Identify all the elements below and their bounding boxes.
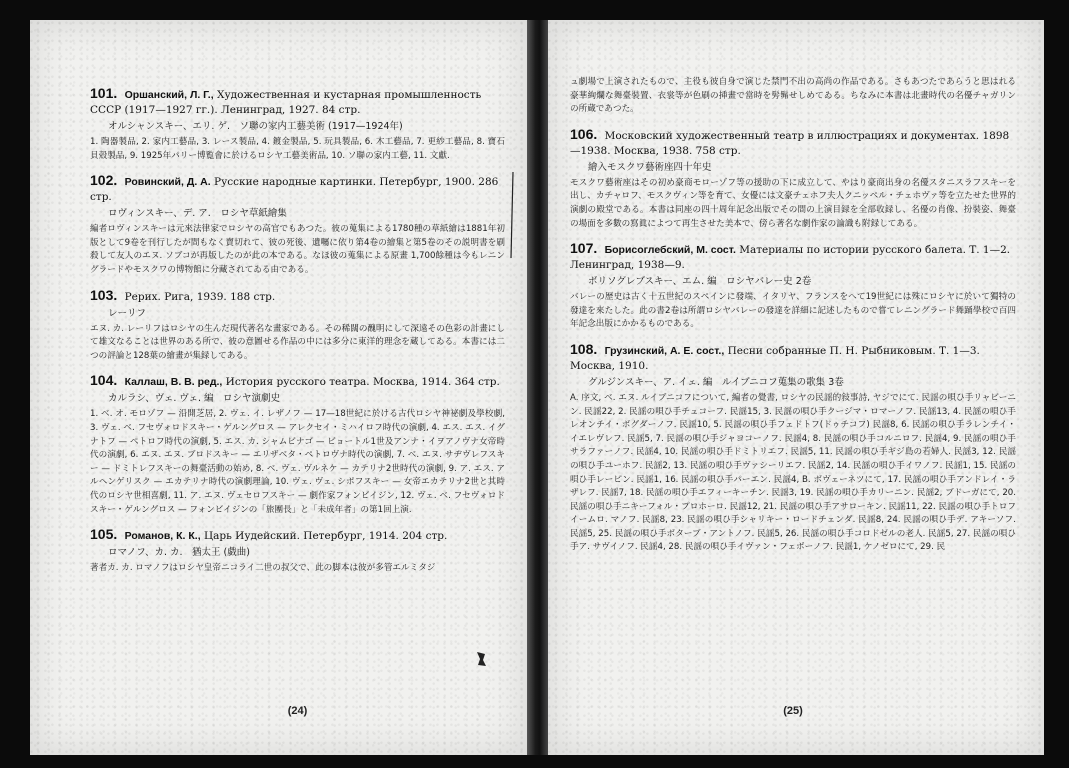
entry-jp-title: レーリフ bbox=[108, 307, 147, 319]
entry-jp-description: モスクワ藝術座はその初め豪商モローゾフ等の援助の下に成立して、やはり豪商出身の名優スタニスラフスキーを出し、カチャロフ、モスクヴィン等を育て、女優には文豪チェホフ夫人クニッペル・チェホヴァ等を立たせた世界的演劇の殿堂である。本書は同座の四十周年記念出版でその間の上演目録を全部收録し、名優の肖像、扮裝姿、舞臺の場面を多數の寫眞によつて再生させた美本で、傍ら著名な劇作家の論識も附録してある。 bbox=[570, 177, 1016, 229]
page-number: (24) bbox=[287, 705, 308, 717]
entry-jp-title: ロマノフ、カ. カ. 猶太王 (戯曲) bbox=[108, 547, 250, 559]
entry-title: Песни собранные П. Н. Рыбниковым. Т. 1—3. Москва, 1910. bbox=[570, 344, 980, 372]
entry-title: Рерих. Рига, 1939. 188 стр. bbox=[124, 290, 276, 303]
entry-jp-description: A. 序文, ベ. エヌ. ルイブニコフについて, 編者の覺書, ロシヤの民謡的敍事詩, ヤジでにて. 民謡の唄ひ手リャビーニン. 民謡22, 2. 民謡の唄ひ手チュコーフ. 民謡15, 3. 民謡の唄ひ手クージマ・ロマーノフ. 民謡13, 4. 民謡の唄ひ手レオンチイ・ボグダーノフ. 民謡10, 5. 民謡の唄ひ手フェドトフ(ドゥチコフ) 民謡8, 6. 民謡の唄ひ手ラレンチイ・イエレヴレフ. 民謡5, 7. 民謡の唄ひ手ジャヨコーノフ. 民謡4, 8. 民謡の唄ひ手コルニロフ. 民謡4, 9. 民謡の唄ひ手サラファーノフ. 民謡4, 10. 民謡の唄ひ手ドミトリエフ. 民謡5, 11. 民謡の唄ひ手ギジ島の若婦人. 民謡3, 12. 民謡の唄ひ手ユーホフ. 民謡2, 13. 民謡の唄ひ手ヴァシーリエフ. 民謡2, 14. 民謡の唄ひ手イワノフ. 民謡1, 15. 民謡の唄ひ手レーピン. 民謡1, 16. 民謡の唄ひ手パーエン. 民謡4, B. ボヴェーネツにて, 17. 民謡の唄ひ手アンドレイ・ラザレフ. 民謡7, 18. 民謡の唄ひ手エフィーキーチン. 民謡3, 19. 民謡の唄ひ手カリーニン. 民謡2, ブドーガにて, 20. 民謡の唄ひ手ニキーフォル・プロホーロ. 民謡12, 21. 民謡の唄ひ手アサローキン. 民謡11, 22. 民謡の唄ひ手トロフイームロ. マノフ. 民謡8, 23. 民謡の唄ひ手シャリキー・ロードチェンダ. 民謡8, 24. 民謡の唄ひ手デ. アキーソフ. 民謡5, 25. 民謡の唄ひ手ボターブ・アントノフ. 民謡5, 26. 民謡の唄ひ手コロドゼルの老人. 民謡5, 27. 民謡の唄ひ手ア. サヴイノフ. 民謡4, 28. 民謡の唄ひ手イヴァン・フェボーノフ. 民謡1, ケノゼロにて, 29. 民 bbox=[570, 392, 1016, 553]
continued-text: ュ劇場で上演されたもので、主役も彼自身で演じた禁門不出の高尚の作品である。さもあつたであらうと思はれる豪華絢爛な舞臺裝置、衣裳等が色刷の挿畫で當時を髣髴せしめてゐる。ちなみに本書は北畫時代の名優チャガリンの所蔵であつた。 bbox=[570, 77, 1016, 115]
entry-jp-description: 1. 陶器製品, 2. 家内工藝品, 3. レース製品, 4. 鍍金製品, 5. 玩具製品, 6. 木工藝品, 7. 更紗工藝品, 8. 寶石貝殻製品, 9. 1925年パリー博覧會に於けるロシヤ工藝美術品, 10. ソ聯の家内工藝, 11. 文獻. bbox=[90, 137, 505, 161]
entry-jp-description: エヌ. カ. レーリフはロシヤの生んだ現代著名な畫家である。その稀闊の醜明にして深遠その色彩の計畫にして雄文なることは世界のある所で、彼の意圖せる作品の中には多分に東洋的理念を蔵してゐる。本書には二つの評論と128葉の繪畫が集録してある。 bbox=[90, 323, 505, 361]
entry-number: 102. bbox=[90, 172, 118, 189]
entry-jp-title: ボリソグレブスキー、エム. 編 ロシヤバレー史 2卷 bbox=[588, 276, 812, 288]
entry-title: Материалы по истории русского балета. Т. 1—2. Ленинград, 1938—9. bbox=[570, 244, 1011, 272]
entry-heading bbox=[570, 241, 1016, 273]
catalog-entry-107 bbox=[570, 241, 1016, 332]
entry-number: 106. bbox=[570, 125, 598, 142]
entry-number: 107. bbox=[570, 240, 598, 257]
entry-number: 105. bbox=[90, 526, 118, 543]
left-page bbox=[30, 20, 527, 755]
page-number: (25) bbox=[783, 705, 803, 717]
entry-heading bbox=[570, 127, 1016, 159]
entry-author: Каллаш, В. В. ред., bbox=[124, 376, 223, 389]
entry-title: История русского театра. Москва, 1914. 364 стр. bbox=[225, 376, 500, 389]
entry-title: Художественная и кустарная промышленность СССР (1917—1927 гг.). Ленинград, 1927. 84 стр. bbox=[90, 89, 482, 116]
entry-author: Романов, К. К., bbox=[124, 530, 201, 543]
entry-jp-description: バレーの歴史は古く十五世紀のスペインに發端、イタリヤ、フランスをへて19世紀には殊にロシヤに於いて獨特の發達を來たした。此の書2卷は所謂ロシヤバレーの發達を詳細に記述したもので嘗てレニングラード舞踊學校で百四年記念出版にかかるものである。 bbox=[570, 292, 1016, 330]
right-page-content bbox=[570, 76, 1016, 755]
catalog-entry-103 bbox=[90, 288, 505, 364]
entry-author: Оршанский, Л. Г., bbox=[124, 89, 214, 101]
book-gutter bbox=[527, 20, 548, 755]
catalog-entry-106 bbox=[570, 127, 1016, 231]
pen-mark bbox=[509, 170, 515, 260]
entry-heading bbox=[570, 342, 1016, 374]
entry-jp-title: 繪入モスクワ藝術座四十年史 bbox=[588, 161, 712, 173]
entry-number: 103. bbox=[90, 286, 118, 303]
entry-heading bbox=[90, 86, 505, 118]
entry-author: Борисоглебский, М. сост. bbox=[604, 244, 736, 257]
entry-jp-title: ロヴィンスキー、デ. ア. ロシヤ草紙繪集 bbox=[108, 208, 287, 220]
entry-jp-title: オルシャンスキー、エリ. ゲ. ソ聯の家内工藝美術 (1917—1924年) bbox=[108, 121, 403, 132]
catalog-entry-105 bbox=[90, 527, 505, 576]
catalog-entry-101 bbox=[90, 86, 505, 163]
entry-title: Царь Иудейский. Петербург, 1914. 204 стр. bbox=[203, 530, 448, 543]
entry-heading bbox=[90, 288, 505, 305]
entry-jp-description: 1. ベ. オ. モロゾフ — 沿開芝居, 2. ヴェ. イ. レザノフ — 17—18世紀に於ける古代ロシヤ神祕劇及學校劇, 3. ヴェ. ベ. フセヴォロドスキー・ゲルングロス — アレクセイ・ミハイロフ時代の演劇, 4. エス. エス. イグナトフ — ペトロフ時代の演劇, 5. エス. カ. シャムビナゴ — ビョートル1世及アンナ・イヲアノヴナ女帝時代の演劇, 6. エヌ. エヌ. ブロドスキー — エリザベタ・ペトロヴナ時代の演劇, 7. ベ. エヌ. サヂヴレフスキー — ドミトレフスキーの舞臺活動の始め, 8. ベ. ヴェ. ヴルネケ — カテリナ2世時代の演劇, 9. ア. エス. アルヘンゲリスク — エカテリナ時代の演劇理論, 10. ヴェ. ヴェ. シポフスキー — 女帝エカテリナ2世と其時代のロシヤ世相喜劇, 11. ア. エヌ. ヴェセロフスキー — 劇作家フォンビイジン, 12. ヴェ. ベ. フセヴォロドスキー・ゲルングロス — フォンビイジンの「旅團長」と「未成年者」の第1回上演. bbox=[90, 409, 505, 515]
entry-title: Русские народные картинки. Петербург, 1900. 286 стр. bbox=[90, 176, 499, 204]
entry-jp-title: カルラシ、ヴェ. ヴェ. 編 ロシヤ演劇史 bbox=[108, 393, 281, 405]
entry-author: Ровинский, Д. А. bbox=[124, 176, 211, 189]
entry-number: 101. bbox=[90, 85, 118, 101]
right-page bbox=[548, 20, 1044, 755]
entry-author: Грузинский, А. Е. сост., bbox=[604, 344, 725, 357]
entry-heading bbox=[90, 373, 505, 390]
catalog-entry-104 bbox=[90, 373, 505, 517]
entry-jp-title: グルジンスキー、ア. イェ. 編 ルイブニコフ蒐集の歌集 3卷 bbox=[588, 376, 844, 388]
catalog-entry-102 bbox=[90, 173, 505, 277]
entry-heading bbox=[90, 173, 505, 205]
catalog-entry-108 bbox=[570, 342, 1016, 555]
entry-number: 104. bbox=[90, 372, 118, 389]
entry-title: Московский художественный театр в иллюстрациях и документах. 1898—1938. Москва, 1938. 758 стр. bbox=[570, 129, 1010, 157]
entry-number: 108. bbox=[570, 340, 598, 357]
ink-stamp-mark bbox=[474, 650, 488, 668]
entry-jp-description: 編者ロヴィンスキーは元來法律家でロシヤの高官でもあつた。彼の蒐集による1780種の草紙繪は1881年初版として9卷を刊行したが間もなく賣切れて、彼の死後、遺囑に依り第4卷の繪集と第5卷のその説明書を刷殺して友人のエヌ. ソブコが再版したのが此の本である。なほ彼の蒐集による原畫 1,700餘種は今もレニングラードやモスクワの博物館に分藏されてゐる由である。 bbox=[90, 224, 505, 275]
entry-heading bbox=[90, 527, 505, 544]
entry-jp-description: 著者カ. カ. ロマノフはロシヤ皇帝ニコライ二世の叔父で、此の脚本は彼が多管エルミタジ bbox=[90, 563, 436, 574]
left-page-content bbox=[90, 86, 505, 755]
